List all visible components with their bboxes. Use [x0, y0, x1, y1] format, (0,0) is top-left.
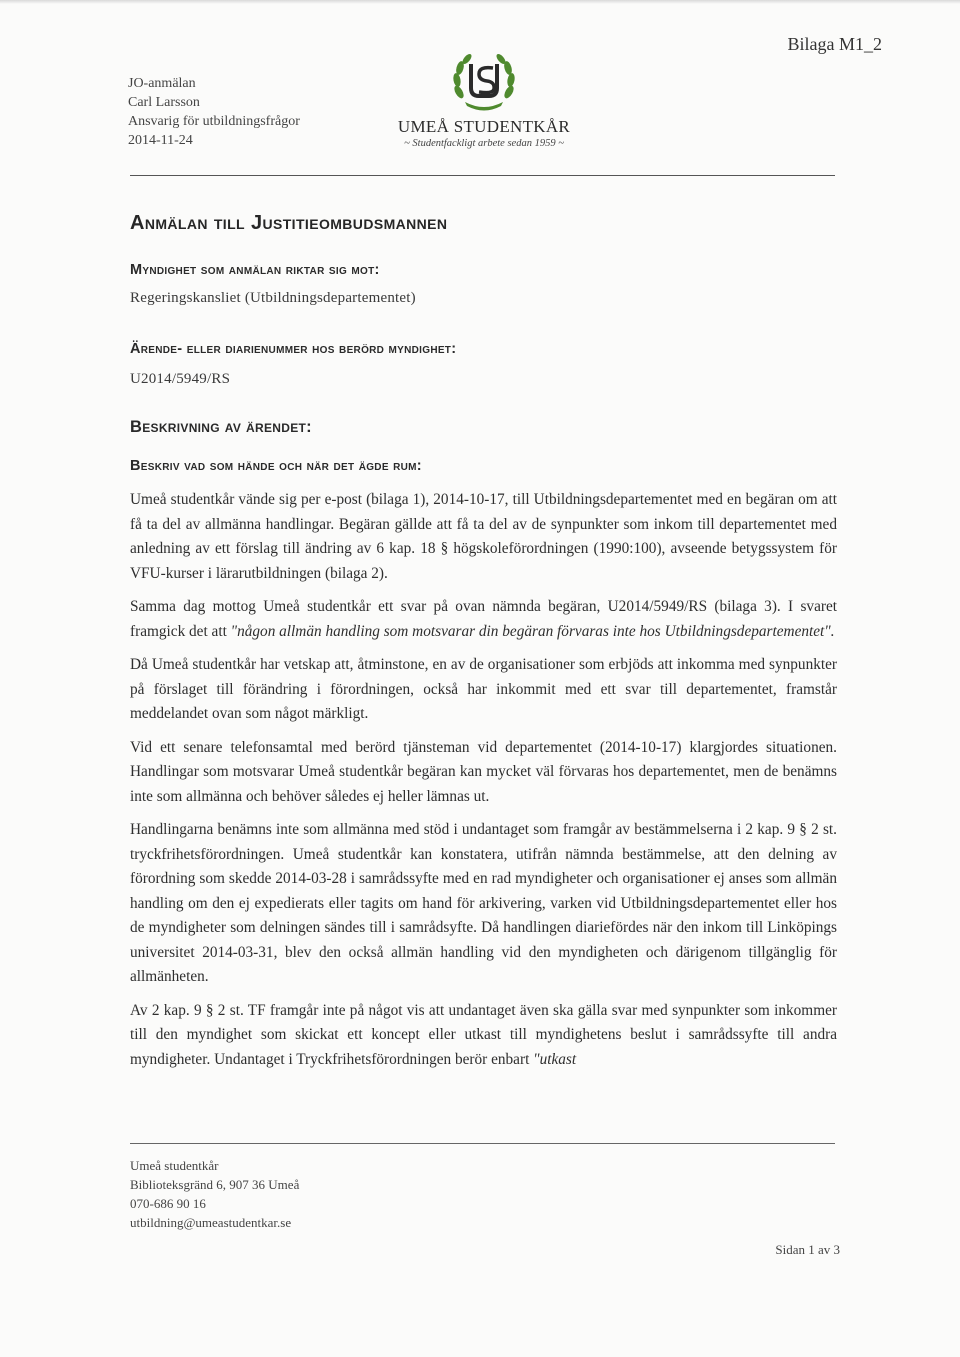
doc-type: JO-anmälan	[128, 76, 196, 91]
paragraph: Umeå studentkår vände sig per e-post (bilaga 1), 2014-10-17, till Utbildningsdepartementet med en begäran om att få ta del av allmänna handlingar. Begäran gällde att få ta del av de synpunkter som inkom till departementet med anledning av ett förslag till ändring av 6 kap. 18 § högskoleförordningen (1990:100), avseende betygssystem för VFU-kurser i lärarutbildningen (bilaga 2).	[130, 491, 837, 582]
sender-role: Ansvarig för utbildningsfrågor	[128, 114, 300, 129]
org-tagline: ~ Studentfackligt arbete sedan 1959 ~	[404, 138, 564, 149]
footer-org: Umeå studentkår	[130, 1158, 219, 1173]
paragraph: Handlingarna benämns inte som allmänna med stöd i undantaget som framgår av bestämmelserna i 2 kap. 9 § 2 st. tryckfrihetsförordningen. Umeå studentkår kan konstatera, utifrån nämnda bestämmelse, att den delning av förordning som skedde 2014-03-28 i samrådssyfte med en rad myndigheter och organisationer ej anses som allmän handling om den ej expedierats eller tagits om hand för arkivering, varken vid Utbildningsdepartementet eller hos de myndigheter som delningen sändes till i samrådsyfte. Då handlingen diariefördes när den inkom till Linköpings universitet 2014-03-31, blev den också allmän handling vid den myndigheten och därigenom tillgänglig för allmänheten.	[130, 821, 837, 985]
document-title: Anmälan till Justitieombudsmannen	[130, 212, 448, 234]
authority-heading: Myndighet som anmälan riktar sig mot:	[130, 262, 380, 278]
header-divider	[130, 175, 835, 176]
footer-email: utbildning@umeastudentkar.se	[130, 1215, 292, 1230]
paragraph-text: Av 2 kap. 9 § 2 st. TF framgår inte på något vis att undantaget även ska gälla svar med synpunkter som inkommer till den myndighet som skickat ett koncept eller utkast till myndighetens beslut i samrådssyfte till andra myndigheter. Undantaget i Tryckfrihetsförordningen berör enbart	[130, 1001, 837, 1068]
sender-block	[128, 74, 300, 150]
paragraph: Vid ett senare telefonsamtal med berörd tjänsteman vid departementet (2014-10-17) klargjordes situationen. Handlingar som motsvarar Umeå studentkår begäran kan mycket väl förvaras hos departementet, men de benämns inte som allmänna och behöver således ej heller lämnas ut.	[130, 738, 837, 805]
event-heading: Beskriv vad som hände och när det ägde rum:	[130, 458, 422, 474]
sender-date: 2014-11-24	[128, 133, 193, 148]
footer-phone: 070-686 90 16	[130, 1196, 206, 1211]
body-text	[130, 488, 837, 1081]
quoted-response: "någon allmän handling som motsvarar din begäran förvaras inte hos Utbildningsdepartementet".	[230, 622, 835, 640]
sender-name: Carl Larsson	[128, 95, 200, 110]
paragraph	[130, 595, 837, 644]
case-heading: Ärende- eller diarienummer hos berörd myndighet:	[130, 341, 457, 357]
org-name: UMEÅ STUDENTKÅR	[397, 117, 571, 136]
attachment-label: Bilaga M1_2	[787, 34, 882, 54]
case-number: U2014/5949/RS	[130, 371, 231, 387]
footer-divider	[130, 1143, 835, 1144]
laurel-emblem-icon	[449, 52, 519, 114]
footer-contact	[130, 1156, 299, 1232]
paragraph-text: Samma dag mottog Umeå studentkår ett svar på ovan nämnda begäran, U2014/5949/RS (bilaga 3). I svaret framgick det att	[130, 598, 837, 640]
paragraph	[130, 999, 837, 1073]
paragraph: Då Umeå studentkår har vetskap att, åtminstone, en av de organisationer som erbjöds att inkomma med synpunkter på förslaget till förändring i förordningen, också har inkommit med ett svar till departementet, framstår meddelandet ovan som något märkligt.	[130, 656, 837, 722]
footer-address: Biblioteksgränd 6, 907 36 Umeå	[130, 1177, 300, 1192]
description-heading: Beskrivning av ärendet:	[130, 418, 312, 436]
scan-edge	[0, 0, 960, 4]
page-number: Sidan 1 av 3	[775, 1242, 840, 1257]
authority-value: Regeringskansliet (Utbildningsdepartementet)	[130, 290, 416, 306]
logo	[368, 52, 600, 149]
quoted-term: "utkast	[533, 1050, 577, 1068]
